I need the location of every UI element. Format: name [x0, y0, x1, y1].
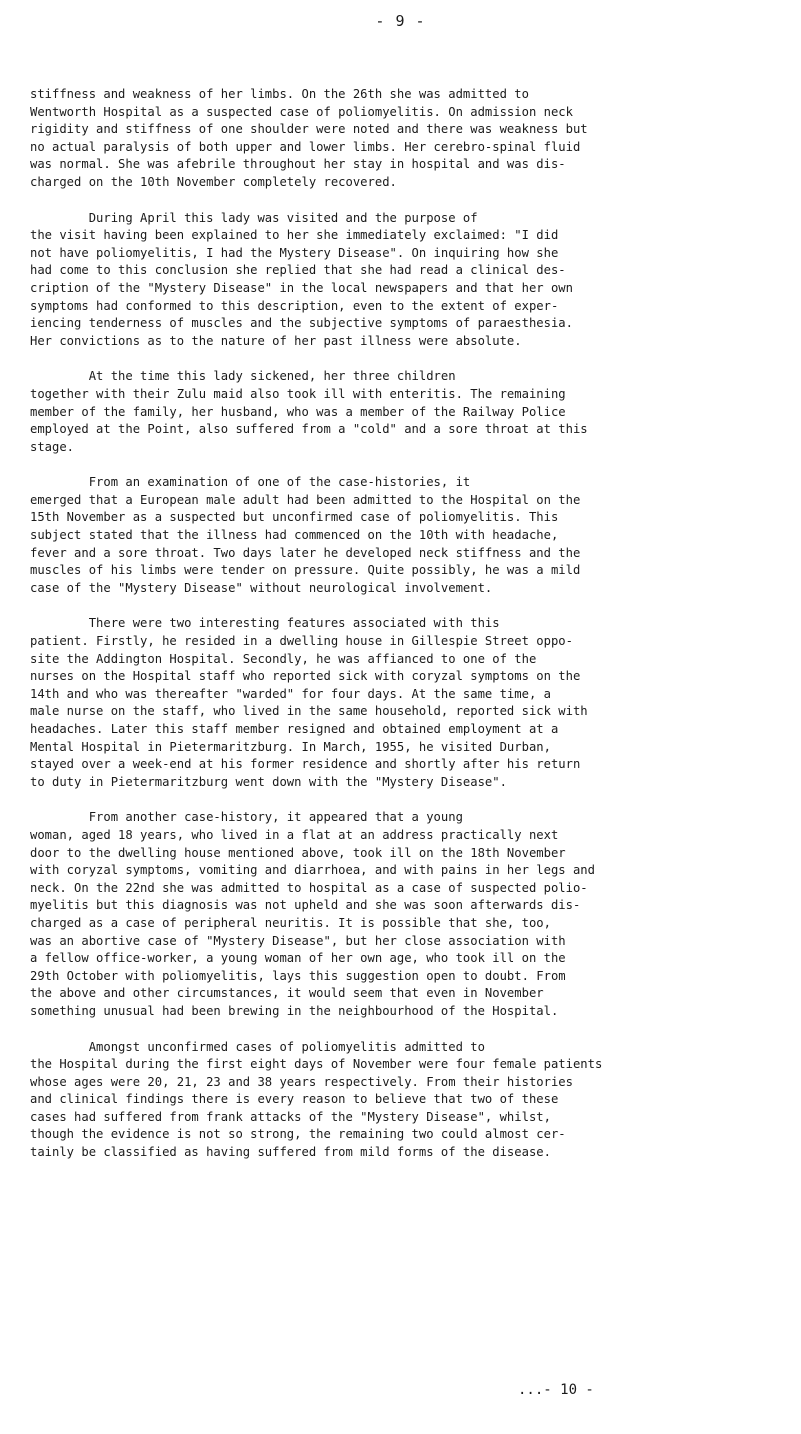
text-line: Her convictions as to the nature of her past illness were absolute. — [30, 333, 522, 348]
text-line: though the evidence is not so strong, the remaining two could almost cer- — [30, 1127, 566, 1142]
text-line: 14th and who was thereafter "warded" for four days. At the same time, a — [30, 686, 551, 701]
text-line: a fellow office-worker, a young woman of her own age, who took ill on the — [30, 951, 566, 966]
text-line: Wentworth Hospital as a suspected case of poliomyelitis. On admission neck — [30, 104, 573, 119]
text-line: patient. Firstly, he resided in a dwelling house in Gillespie Street oppo- — [30, 634, 573, 649]
text-line: the visit having been explained to her she immediately exclaimed: "I did — [30, 228, 559, 243]
text-line: fever and a sore throat. Two days later he developed neck stiffness and the — [30, 545, 581, 560]
text-line: rigidity and stiffness of one shoulder were noted and there was weakness but — [30, 122, 588, 137]
text-line: iencing tenderness of muscles and the subjective symptoms of paraesthesia. — [30, 316, 573, 331]
text-line: was an abortive case of "Mystery Disease", but her close association with — [30, 933, 566, 948]
text-line: stayed over a week-end at his former residence and shortly after his return — [30, 757, 581, 772]
text-line: member of the family, her husband, who was a member of the Railway Police — [30, 404, 566, 419]
text-line: something unusual had been brewing in the neighbourhood of the Hospital. — [30, 1003, 559, 1018]
text-line: together with their Zulu maid also took ill with enteritis. The remaining — [30, 386, 566, 401]
text-line: symptoms had conformed to this description, even to the extent of exper- — [30, 298, 559, 313]
text-line: stage. — [30, 439, 75, 454]
paragraph-3 — [30, 368, 790, 456]
text-line: 15th November as a suspected but unconfirmed case of poliomyelitis. This — [30, 510, 559, 525]
text-line: not have poliomyelitis, I had the Mystery Disease". On inquiring how she — [30, 245, 559, 260]
body-text — [30, 86, 790, 1180]
paragraph-1 — [30, 86, 790, 192]
text-line: no actual paralysis of both upper and lower limbs. Her cerebro-spinal fluid — [30, 139, 581, 154]
text-line: tainly be classified as having suffered from mild forms of the disease. — [30, 1145, 551, 1160]
text-line: site the Addington Hospital. Secondly, he was affianced to one of the — [30, 651, 537, 666]
text-line: male nurse on the staff, who lived in the same household, reported sick with — [30, 704, 588, 719]
text-line: There were two interesting features associated with this — [30, 616, 500, 631]
paragraph-5 — [30, 615, 790, 791]
text-line: charged on the 10th November completely recovered. — [30, 174, 397, 189]
text-line: cription of the "Mystery Disease" in the local newspapers and that her own — [30, 280, 573, 295]
text-line: At the time this lady sickened, her three children — [30, 369, 456, 384]
text-line: woman, aged 18 years, who lived in a flat at an address practically next — [30, 827, 559, 842]
text-line: From another case-history, it appeared that a young — [30, 810, 463, 825]
text-line: stiffness and weakness of her limbs. On the 26th she was admitted to — [30, 87, 529, 101]
page-number: - 9 - — [375, 12, 426, 30]
text-line: 29th October with poliomyelitis, lays this suggestion open to doubt. From — [30, 968, 566, 983]
paragraph-4 — [30, 474, 790, 597]
text-line: the above and other circumstances, it would seem that even in November — [30, 986, 544, 1001]
text-line: During April this lady was visited and the purpose of — [30, 210, 478, 225]
paragraph-6 — [30, 809, 790, 1020]
text-line: nurses on the Hospital staff who reported sick with coryzal symptoms on the — [30, 669, 581, 684]
text-line: charged as a case of peripheral neuritis. It is possible that she, too, — [30, 915, 551, 930]
text-line: Mental Hospital in Pietermaritzburg. In March, 1955, he visited Durban, — [30, 739, 551, 754]
text-line: was normal. She was afebrile throughout her stay in hospital and was dis- — [30, 157, 566, 172]
text-line: Amongst unconfirmed cases of poliomyelitis admitted to — [30, 1039, 485, 1054]
paragraph-2 — [30, 210, 790, 351]
text-line: door to the dwelling house mentioned above, took ill on the 18th November — [30, 845, 566, 860]
text-line: myelitis but this diagnosis was not upheld and she was soon afterwards dis- — [30, 898, 581, 913]
text-line: employed at the Point, also suffered from a "cold" and a sore throat at this — [30, 422, 588, 437]
text-line: with coryzal symptoms, vomiting and diarrhoea, and with pains in her legs and — [30, 863, 595, 878]
text-line: From an examination of one of the case-histories, it — [30, 475, 471, 490]
text-line: neck. On the 22nd she was admitted to hospital as a case of suspected polio- — [30, 880, 588, 895]
text-line: muscles of his limbs were tender on pressure. Quite possibly, he was a mild — [30, 563, 581, 578]
catchword-next-page: ...- 10 - — [518, 1382, 594, 1398]
text-line: whose ages were 20, 21, 23 and 38 years respectively. From their histories — [30, 1074, 573, 1089]
text-line: to duty in Pietermaritzburg went down with the "Mystery Disease". — [30, 774, 507, 789]
text-line: and clinical findings there is every reason to believe that two of these — [30, 1092, 559, 1107]
paragraph-7 — [30, 1039, 790, 1162]
text-line: the Hospital during the first eight days of November were four female patients — [30, 1057, 603, 1072]
text-line: had come to this conclusion she replied that she had read a clinical des- — [30, 263, 566, 278]
text-line: cases had suffered from frank attacks of the "Mystery Disease", whilst, — [30, 1109, 551, 1124]
text-line: headaches. Later this staff member resigned and obtained employment at a — [30, 722, 559, 736]
text-line: case of the "Mystery Disease" without neurological involvement. — [30, 580, 493, 595]
text-line: emerged that a European male adult had been admitted to the Hospital on the — [30, 492, 581, 507]
text-line: subject stated that the illness had commenced on the 10th with headache, — [30, 528, 559, 543]
